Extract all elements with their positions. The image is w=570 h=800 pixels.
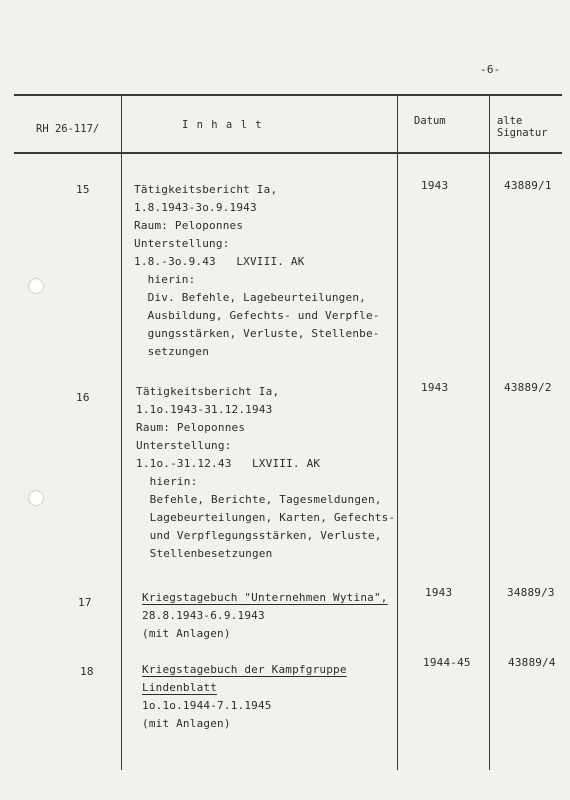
entry-line: Div. Befehle, Lagebeurteilungen,: [134, 291, 366, 304]
header-date-column: Datum: [414, 115, 446, 127]
entry-old-signature: 43889/2: [504, 381, 552, 394]
entry-line: Lagebeurteilungen, Karten, Gefechts-: [136, 511, 396, 524]
entry-line: 28.8.1943-6.9.1943: [142, 609, 265, 622]
entry-line: Unterstellung:: [134, 237, 230, 250]
column-divider-date: [397, 94, 398, 770]
entry-date: 1943: [421, 381, 449, 394]
header-signature-column: RH 26-117/: [36, 123, 100, 135]
entry-date: 1943: [421, 179, 449, 192]
entry-line: 1.1o.1943-31.12.1943: [136, 403, 273, 416]
entry-line: setzungen: [134, 345, 210, 358]
entry-line: und Verpflegungsstärken, Verluste,: [136, 529, 382, 542]
entry-line: Tätigkeitsbericht Ia,: [134, 183, 278, 196]
entry-line: Raum: Peloponnes: [134, 219, 244, 232]
header-content-column: I n h a l t: [182, 119, 263, 131]
entry-title-continued: Lindenblatt: [142, 681, 218, 694]
entry-date: 1944-45: [423, 656, 471, 669]
entry-title: Kriegstagebuch der Kampfgruppe: [142, 663, 347, 676]
entry-line: 1.8.-3o.9.43 LXVIII. AK: [134, 255, 305, 268]
entry-line: 1.1o.-31.12.43 LXVIII. AK: [136, 457, 321, 470]
entry-line: Tätigkeitsbericht Ia,: [136, 385, 280, 398]
entry-date: 1943: [425, 586, 453, 599]
punch-hole-bottom: [28, 490, 44, 506]
header-top-rule: [14, 94, 562, 96]
column-divider-content: [121, 94, 122, 770]
entry-line: 1o.1o.1944-7.1.1945: [142, 699, 272, 712]
entry-line: (mit Anlagen): [142, 627, 231, 640]
column-divider-old-signature: [489, 94, 490, 770]
page-number: -6-: [480, 63, 501, 76]
entry-line: gungsstärken, Verluste, Stellenbe-: [134, 327, 380, 340]
entry-line: Ausbildung, Gefechts- und Verpfle-: [134, 309, 380, 322]
entry-line: hierin:: [134, 273, 196, 286]
header-old-signature-line2: Signatur: [497, 127, 548, 139]
header-bottom-rule: [14, 152, 562, 154]
entry-line: 1.8.1943-3o.9.1943: [134, 201, 257, 214]
entry-line: Raum: Peloponnes: [136, 421, 246, 434]
entry-title: Kriegstagebuch "Unternehmen Wytina",: [142, 591, 388, 604]
header-old-signature-line1: alte: [497, 115, 523, 127]
punch-hole-top: [28, 278, 44, 294]
entry-number: 18: [80, 665, 94, 678]
entry-number: 17: [78, 596, 92, 609]
entry-line: Unterstellung:: [136, 439, 232, 452]
entry-line: (mit Anlagen): [142, 717, 231, 730]
entry-line: Befehle, Berichte, Tagesmeldungen,: [136, 493, 382, 506]
entry-line: Stellenbesetzungen: [136, 547, 273, 560]
entry-old-signature: 34889/3: [507, 586, 555, 599]
entry-old-signature: 43889/1: [504, 179, 552, 192]
entry-line: hierin:: [136, 475, 198, 488]
entry-number: 15: [76, 183, 90, 196]
entry-old-signature: 43889/4: [508, 656, 556, 669]
entry-number: 16: [76, 391, 90, 404]
